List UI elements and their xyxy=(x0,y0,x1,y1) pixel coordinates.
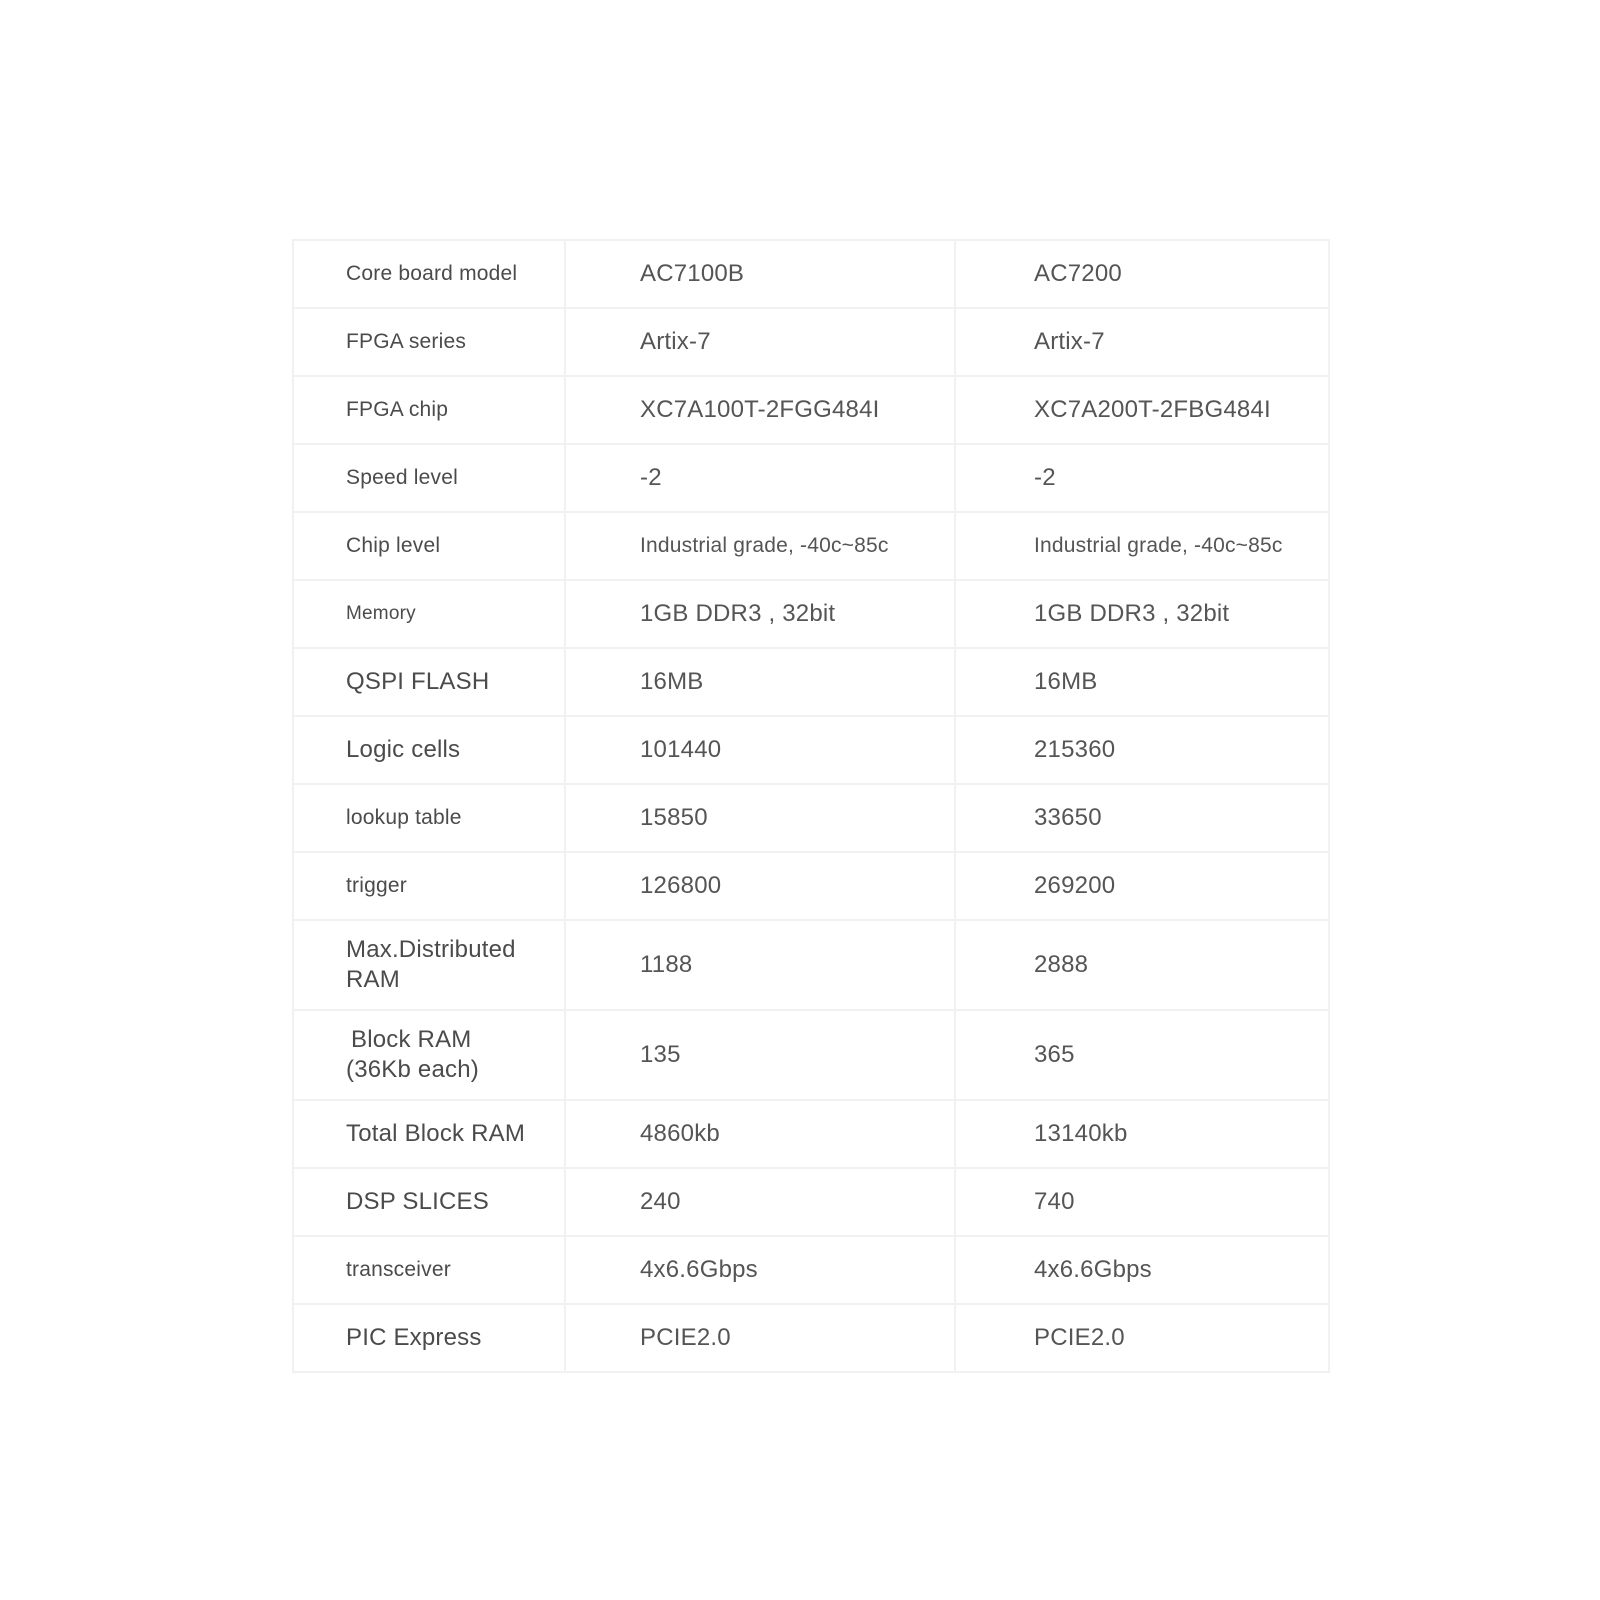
ac7200-block-ram: 365 xyxy=(955,1010,1329,1100)
table-row xyxy=(293,512,1329,580)
row-label-pic-express: PIC Express xyxy=(293,1304,565,1372)
ac7200-speed-level: -2 xyxy=(955,444,1329,512)
row-label-chip-level: Chip level xyxy=(293,512,565,580)
ac7200-qspi-flash: 16MB xyxy=(955,648,1329,716)
table-row xyxy=(293,852,1329,920)
ac7100b-logic-cells: 101440 xyxy=(565,716,955,784)
ac7200-memory: 1GB DDR3 , 32bit xyxy=(955,580,1329,648)
row-label-dsp-slices: DSP SLICES xyxy=(293,1168,565,1236)
table-row xyxy=(293,784,1329,852)
ac7200-trigger: 269200 xyxy=(955,852,1329,920)
row-label-max-distributed-ram: Max.Distributed RAM xyxy=(293,920,565,1010)
ac7200-total-block-ram: 13140kb xyxy=(955,1100,1329,1168)
ac7100b-lookup-table: 15850 xyxy=(565,784,955,852)
table-row xyxy=(293,444,1329,512)
row-label-fpga-series: FPGA series xyxy=(293,308,565,376)
ac7100b-fpga-chip: XC7A100T-2FGG484I xyxy=(565,376,955,444)
ac7200-fpga-chip: XC7A200T-2FBG484I xyxy=(955,376,1329,444)
ac7100b-qspi-flash: 16MB xyxy=(565,648,955,716)
row-label-speed-level: Speed level xyxy=(293,444,565,512)
table-row xyxy=(293,580,1329,648)
ac7100b-fpga-series: Artix-7 xyxy=(565,308,955,376)
table-row xyxy=(293,308,1329,376)
row-label-fpga-chip: FPGA chip xyxy=(293,376,565,444)
table-row xyxy=(293,920,1329,1010)
ac7100b-transceiver: 4x6.6Gbps xyxy=(565,1236,955,1304)
row-label-memory: Memory xyxy=(293,580,565,648)
ac7100b-block-ram: 135 xyxy=(565,1010,955,1100)
ac7100b-chip-level: Industrial grade, -40c~85c xyxy=(565,512,955,580)
ac7100b-dsp-slices: 240 xyxy=(565,1168,955,1236)
ac7100b-max-distributed-ram: 1188 xyxy=(565,920,955,1010)
table-row xyxy=(293,1010,1329,1100)
ac7100b-core-board-model: AC7100B xyxy=(565,240,955,308)
ac7100b-trigger: 126800 xyxy=(565,852,955,920)
table-row xyxy=(293,1236,1329,1304)
ac7200-core-board-model: AC7200 xyxy=(955,240,1329,308)
ac7200-chip-level: Industrial grade, -40c~85c xyxy=(955,512,1329,580)
ac7200-fpga-series: Artix-7 xyxy=(955,308,1329,376)
row-label-logic-cells: Logic cells xyxy=(293,716,565,784)
table-row xyxy=(293,1100,1329,1168)
table-row xyxy=(293,376,1329,444)
row-label-trigger: trigger xyxy=(293,852,565,920)
ac7100b-speed-level: -2 xyxy=(565,444,955,512)
spec-table-body xyxy=(293,240,1329,1372)
row-label-total-block-ram: Total Block RAM xyxy=(293,1100,565,1168)
row-label-qspi-flash: QSPI FLASH xyxy=(293,648,565,716)
table-row xyxy=(293,648,1329,716)
row-label-core-board-model: Core board model xyxy=(293,240,565,308)
table-row xyxy=(293,1168,1329,1236)
ac7200-max-distributed-ram: 2888 xyxy=(955,920,1329,1010)
row-label-block-ram: Block RAM (36Kb each) xyxy=(293,1010,565,1100)
table-row xyxy=(293,240,1329,308)
table-row xyxy=(293,716,1329,784)
ac7100b-pic-express: PCIE2.0 xyxy=(565,1304,955,1372)
ac7100b-memory: 1GB DDR3 , 32bit xyxy=(565,580,955,648)
fpga-spec-table xyxy=(292,239,1330,1373)
row-label-transceiver: transceiver xyxy=(293,1236,565,1304)
ac7200-dsp-slices: 740 xyxy=(955,1168,1329,1236)
ac7100b-total-block-ram: 4860kb xyxy=(565,1100,955,1168)
table-row xyxy=(293,1304,1329,1372)
row-label-lookup-table: lookup table xyxy=(293,784,565,852)
ac7200-pic-express: PCIE2.0 xyxy=(955,1304,1329,1372)
ac7200-logic-cells: 215360 xyxy=(955,716,1329,784)
ac7200-lookup-table: 33650 xyxy=(955,784,1329,852)
ac7200-transceiver: 4x6.6Gbps xyxy=(955,1236,1329,1304)
